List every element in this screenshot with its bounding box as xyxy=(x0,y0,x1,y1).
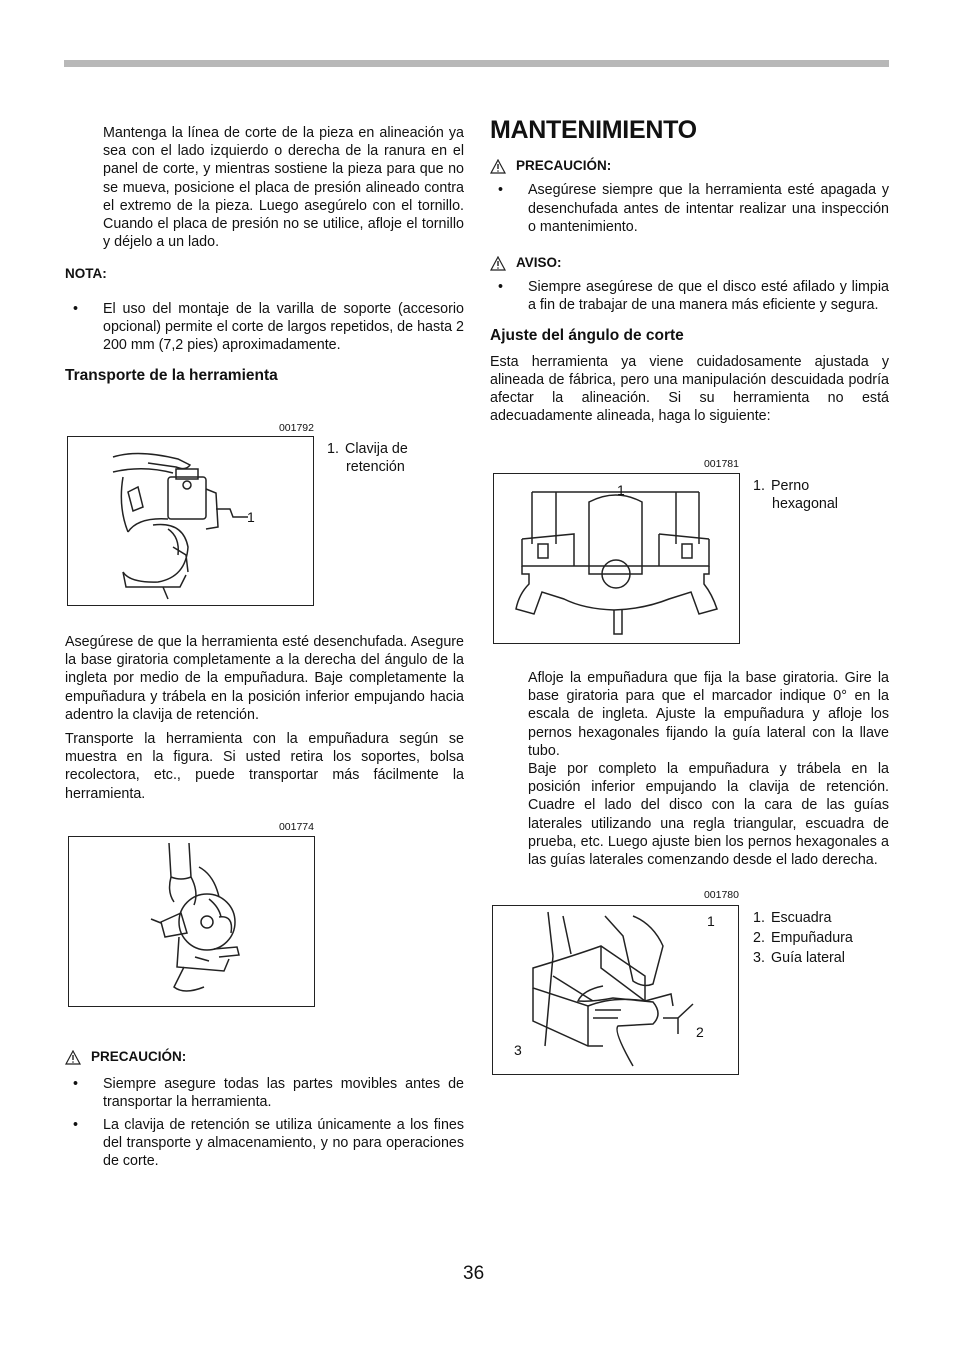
legend-text: retención xyxy=(346,459,405,475)
bullet-dot: • xyxy=(73,300,79,317)
figure-3-legend xyxy=(753,476,873,514)
angle-heading: Ajuste del ángulo de corte xyxy=(490,326,684,344)
figure-4-code: 001780 xyxy=(703,889,739,901)
hex-bolt-fence-illustration xyxy=(494,474,739,643)
legend-text: Escuadra xyxy=(771,910,832,926)
square-alignment-illustration xyxy=(493,906,738,1074)
legend-number: 1. xyxy=(753,910,765,926)
miter-saw-locked-illustration xyxy=(68,437,313,605)
figure-2-box xyxy=(68,836,315,1007)
nota-bullet xyxy=(65,300,464,355)
precaucion-label: PRECAUCIÓN: xyxy=(91,1049,187,1064)
legend-number: 3. xyxy=(753,950,765,966)
precaucion-bullet-text: Siempre asegure todas las partes movibles antes de transportar la herramienta. xyxy=(103,1076,464,1111)
legend-text: hexagonal xyxy=(772,496,838,512)
precaucion-header xyxy=(65,1048,464,1066)
header-rule xyxy=(64,60,889,67)
adjustment-steps xyxy=(528,669,889,869)
legend-text: Empuñadura xyxy=(771,930,853,946)
figure-4-callout-2: 2 xyxy=(696,1024,704,1040)
legend-number: 1. xyxy=(753,478,765,494)
page-number: 36 xyxy=(463,1263,485,1284)
figure-3-box xyxy=(493,473,740,644)
bullet-dot: • xyxy=(498,182,504,199)
right-column xyxy=(490,116,889,426)
legend-row xyxy=(753,908,883,928)
transport-paragraph-1: Asegúrese de que la herramienta esté desenchufada. Asegure la base giratoria completamente a la derecha del ángulo de la ingleta por medio de la empuñadura. Baje completamente la empuñadura y trábela en la posición inferior empujando hacia adentro la clavija de retención. xyxy=(65,634,464,723)
aviso-bullet-text: Siempre asegúrese de que el disco esté afilado y limpia a fin de trabajar de una manera más eficiente y segura. xyxy=(528,279,889,314)
legend-row xyxy=(327,457,437,477)
precaucion-bullet xyxy=(490,181,889,236)
angle-intro: Esta herramienta ya viene cuidadosamente ajustada y alineada de fábrica, pero una manipulación descuidada podría afectar la alineación. Si su herramienta no está adecuadamente alineada, haga lo siguiente: xyxy=(490,353,889,425)
figure-1-code: 001792 xyxy=(278,422,314,434)
intro-paragraph: Mantenga la línea de corte de la pieza en alineación ya sea con el lado izquierdo o derecha de la ranura en el panel de corte, y mientras sostiene la pieza para que no se mueva, posicione el placa de presión alineado contra el extremo de la pieza. Luego asegúrelo con el tornillo. Cuando el placa de presión no se utilice, afloje el tornillo y déjelo a un lado. xyxy=(103,125,464,251)
legend-number: 1. xyxy=(327,441,339,457)
aviso-header xyxy=(490,254,889,272)
page-title: MANTENIMIENTO xyxy=(490,116,697,144)
aviso-bullet xyxy=(490,278,889,314)
figure-1-legend xyxy=(327,439,437,477)
figure-4-callout-3: 3 xyxy=(514,1042,522,1058)
warning-triangle-icon xyxy=(490,256,506,271)
legend-text: Clavija de xyxy=(345,441,408,457)
transport-heading: Transporte de la herramienta xyxy=(65,367,278,385)
figure-3-callout: 1 xyxy=(617,482,625,498)
legend-row xyxy=(753,494,873,514)
figure-3-code: 001781 xyxy=(703,458,739,470)
figure-2-code: 001774 xyxy=(278,821,314,833)
precaucion-label: PRECAUCIÓN: xyxy=(516,158,612,174)
transport-paragraph-2: Transporte la herramienta con la empuñadura según se muestra en la figura. Si usted retira los soportes, bolsa recolectora, etc., puede transportar más fácilmente la herramienta. xyxy=(65,731,464,802)
figure-4-box xyxy=(492,905,739,1075)
legend-row xyxy=(753,476,873,496)
nota-label: NOTA: xyxy=(65,266,107,282)
legend-text: Guía lateral xyxy=(771,950,845,966)
transport-text xyxy=(65,633,464,803)
steps-paragraph-1: Afloje la empuñadura que fija la base giratoria. Gire la base giratoria para que el marcador indique 0° en la escala de ingleta. Ajuste la empuñadura y afloje los pernos hexagonales fijando la guía lateral con la llave tubo. xyxy=(528,670,889,759)
warning-triangle-icon xyxy=(490,159,506,174)
precaucion-bullet-1 xyxy=(65,1075,464,1111)
warning-triangle-icon xyxy=(65,1050,81,1065)
steps-paragraph-2: Baje por completo la empuñadura y trábela en la posición inferior empujando la clavija de retención. Cuadre el lado del disco con la cara de las guías laterales utilizando una regla triangular, escuadra de prueba, etc. Luego ajuste bien los pernos hexagonales a las guías laterales comenzando desde el lado derecha. xyxy=(528,761,889,869)
legend-row xyxy=(327,439,437,459)
bullet-dot: • xyxy=(73,1076,79,1093)
figure-4-callout-1: 1 xyxy=(707,913,715,929)
precaucion-bullet-2 xyxy=(65,1116,464,1171)
aviso-label: AVISO: xyxy=(516,255,562,271)
nota-bullet-text: El uso del montaje de la varilla de soporte (accesorio opcional) permite el corte de largos repetidos, de hasta 2 200 mm (7,2 pies) aproximadamente. xyxy=(103,300,464,354)
figure-4-legend xyxy=(753,908,883,968)
legend-row xyxy=(753,928,883,948)
legend-row xyxy=(753,948,883,968)
legend-number: 2. xyxy=(753,930,765,946)
figure-1-callout: 1 xyxy=(247,509,255,525)
carrying-saw-illustration xyxy=(69,837,314,1006)
legend-text: Perno xyxy=(771,478,810,494)
bullet-dot: • xyxy=(73,1116,79,1133)
precaucion-bullet-text: Asegúrese siempre que la herramienta esté apagada y desenchufada antes de intentar realizar una inspección o mantenimiento. xyxy=(528,182,889,235)
precaucion-bullet-text: La clavija de retención se utiliza únicamente a los fines del transporte y almacenamiento, y no para operaciones de corte. xyxy=(103,1116,464,1170)
precaucion-header xyxy=(490,157,889,175)
left-precaucion-section xyxy=(65,1048,464,1170)
figure-1-box xyxy=(67,436,314,606)
left-column xyxy=(65,124,464,385)
bullet-dot: • xyxy=(498,279,504,296)
